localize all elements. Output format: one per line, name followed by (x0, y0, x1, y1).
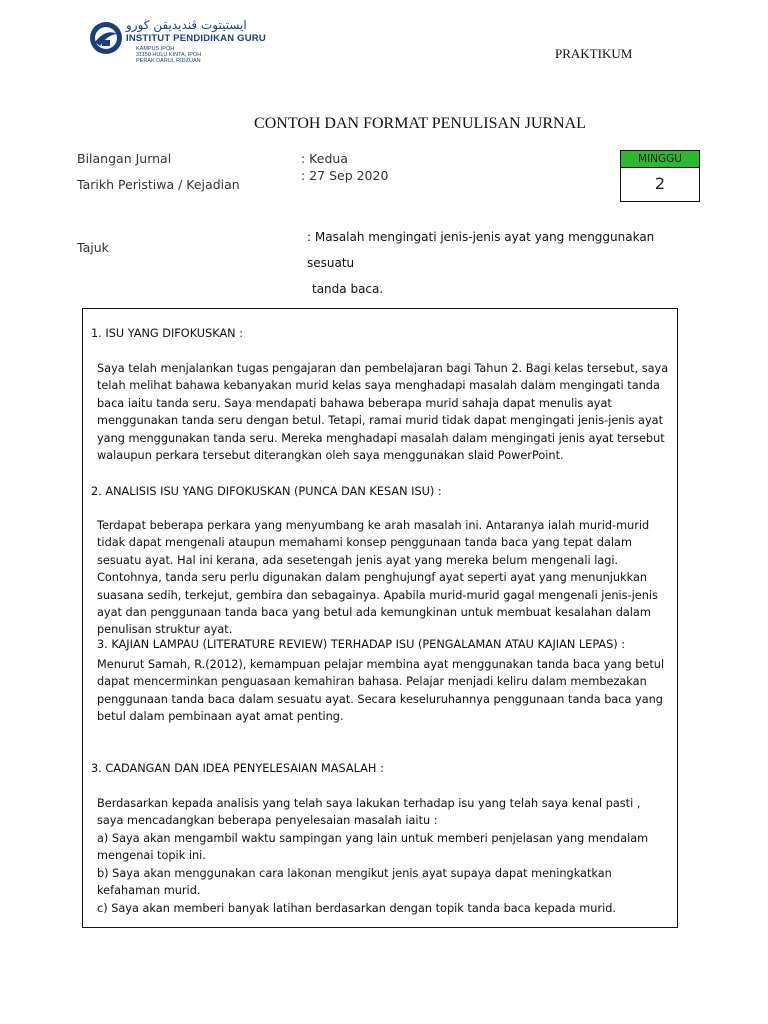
logo-institution-name: INSTITUT PENDIDIKAN GURU (126, 33, 266, 44)
document-title: CONTOH DAN FORMAT PENULISAN JURNAL (254, 115, 586, 132)
section-2-heading: 2. ANALISIS ISU YANG DIFOKUSKAN (PUNCA DAN KESAN ISU) : (91, 485, 442, 498)
section-4-item-b: b) Saya akan menggunakan cara lakonan mengikut jenis ayat supaya dapat meningkatkan kefahaman murid. (97, 867, 612, 898)
section-2-body: Terdapat beberapa perkara yang menyumbang ke arah masalah ini. Antaranya ialah murid-murid tidak dapat mengenali ataupun memahami konsep penggunaan tanda baca yang tepat dalam sesuatu ayat. Hal ini kerana, ada sesetengah jenis ayat yang mereka belum mengenali lagi. Contohnya, tanda seru perlu digunakan dalam penghujungf ayat seperti ayat yang menunjukkan suasana sedih, terkejut, gembira dan sebagainya. Apabila murid-murid gagal mengenali jenis-jenis ayat dan penggunaan tanda baca yang betul ada kemungkinan untuk membuat kesalahan dalam penulisan struktur ayat. (97, 519, 658, 637)
logo-arabic-text: ايستيتوت ڤنديديقن ڬورو (126, 18, 247, 32)
logo-address: 31150 HULU KINTA, IPOH (136, 52, 202, 58)
section-3-body: Menurut Samah, R.(2012), kemampuan pelajar membina ayat menggunakan tanda baca yang betul dapat mencerminkan penguasaan kemahiran bahasa. Pelajar menjadi keliru dalam membezakan penggunaan tanda baca dalam sesuatu ayat. Secara keseluruhannya penggunaan tanda baca yang betul dalam pembinaan ayat amat penting. (97, 658, 665, 724)
journal-content-box (82, 308, 678, 928)
section-4-intro: Berdasarkan kepada analisis yang telah saya lakukan terhadap isu yang telah saya kenal pasti , saya mencadangkan beberapa penyelesaian masalah iaitu : (97, 797, 641, 828)
ipg-emblem-icon (88, 20, 124, 56)
minggu-label: MINGGU (621, 151, 699, 168)
tajuk-line-2: tanda baca. (312, 282, 384, 296)
bilangan-value: : Kedua (301, 151, 348, 166)
minggu-value: 2 (654, 174, 666, 193)
tajuk-line-1: : Masalah mengingati jenis-jenis ayat yang menggunakan sesuatu (307, 230, 655, 270)
logo-campus: KAMPUS IPOH (136, 46, 175, 52)
minggu-box (620, 150, 700, 202)
tajuk-label: Tajuk (77, 240, 109, 255)
section-3-heading: 3. KAJIAN LAMPAU (LITERATURE REVIEW) TERHADAP ISU (PENGALAMAN ATAU KAJIAN LEPAS) : (97, 638, 626, 651)
praktikum-label: PRAKTIKUM (555, 46, 633, 61)
section-1-body: Saya telah menjalankan tugas pengajaran dan pembelajaran bagi Tahun 2. Bagi kelas tersebut, saya telah melihat bahawa kebanyakan murid kelas saya menghadapi masalah dalam mengingati tanda baca iaitu tanda seru. Saya mendapati bahawa beberapa murid sahaja dapat menulis ayat menggunakan tanda seru dengan betul. Tetapi, ramai murid tidak dapat mengingati jenis-jenis ayat yang menggunakan tanda seru. Mereka menghadapi masalah dalam mengingati jenis ayat tersebut walaupun perkara tersebut diterangkan oleh saya menggunakan slaid PowerPoint. (97, 362, 669, 463)
tarikh-value: : 27 Sep 2020 (301, 168, 389, 183)
section-4-heading: 3. CADANGAN DAN IDEA PENYELESAIAN MASALAH : (91, 762, 384, 775)
section-4-item-c: c) Saya akan memberi banyak latihan berdasarkan dengan topik tanda baca kepada murid. (97, 902, 616, 915)
logo-state: PERAK DARUL RIDZUAN (136, 58, 201, 64)
bilangan-label: Bilangan Jurnal (77, 151, 172, 166)
tajuk-value (307, 224, 697, 302)
institution-logo (88, 18, 288, 74)
tarikh-label: Tarikh Peristiwa / Kejadian (77, 177, 240, 192)
section-1-heading: 1. ISU YANG DIFOKUSKAN : (91, 327, 244, 340)
section-4-item-a: a) Saya akan mengambil waktu sampingan yang lain untuk memberi penjelasan yang mendalam mengenai topik ini. (97, 832, 649, 863)
